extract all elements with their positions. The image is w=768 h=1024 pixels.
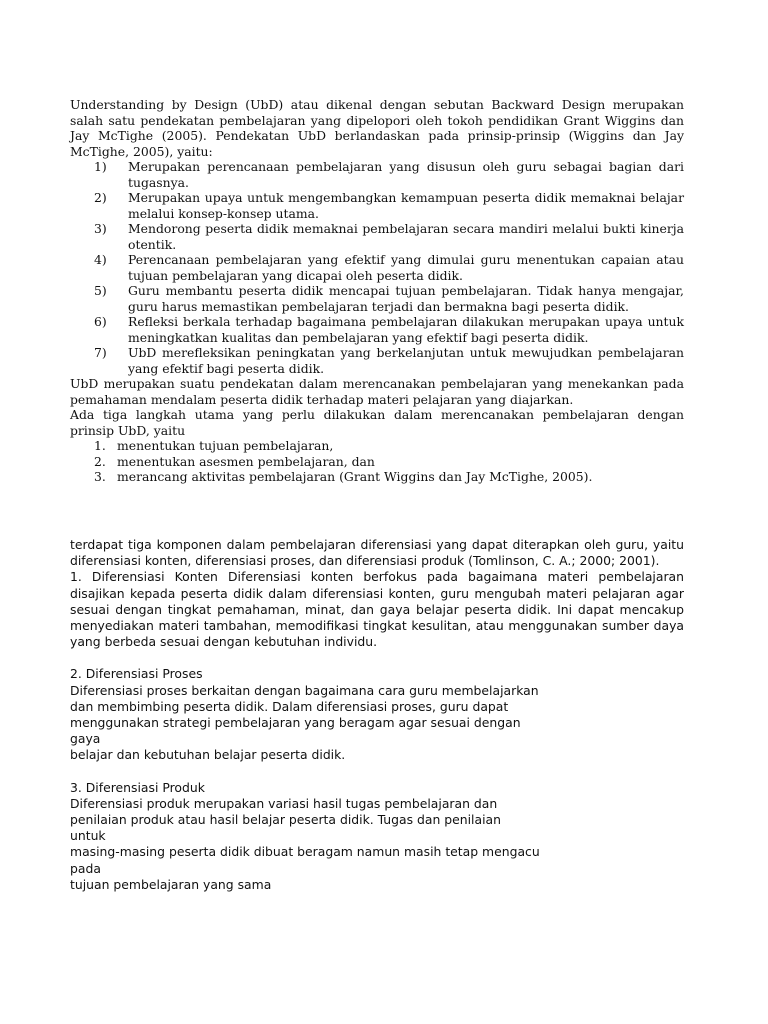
list-text: Merupakan perencanaan pembelajaran yang disusun oleh guru sebagai bagian dari tugasnya. (128, 159, 684, 190)
text-line: belajar dan kebutuhan belajar peserta didik. (70, 747, 346, 763)
list-text: menentukan asesmen pembelajaran, dan (117, 453, 375, 469)
list-number: 2) (94, 190, 107, 205)
diferensiasi-produk-title: 3. Diferensiasi Produk (70, 779, 205, 795)
diferensiasi-proses-title: 2. Diferensiasi Proses (70, 666, 203, 682)
list-item (70, 345, 684, 376)
list-item (70, 159, 684, 190)
list-text: UbD merefleksikan peningkatan yang berkelanjutan untuk mewujudkan pembelajaran yang efektif bagi peserta didik. (128, 345, 684, 376)
paragraph-gap (70, 650, 684, 666)
list-number: 1) (94, 159, 107, 174)
diferensiasi-section (70, 537, 684, 893)
ubd-section (70, 97, 684, 485)
text-line: menggunakan strategi pembelajaran yang beragam agar sesuai dengan gaya (70, 715, 521, 747)
list-item (70, 438, 684, 454)
list-item (70, 252, 684, 283)
text-line: masing-masing peserta didik dibuat beragam namun masih tetap mengacu pada (70, 844, 540, 876)
list-item (70, 469, 684, 485)
list-number: 4) (94, 252, 107, 267)
diferensiasi-produk-paragraph (70, 796, 540, 893)
diferensiasi-konten-paragraph: 1. Diferensiasi Konten Diferensiasi konten berfokus pada bagaimana materi pembelajaran disajikan kepada peserta didik dalam diferensiasi konten, guru mengubah materi pelajaran agar sesuai dengan tingkat pemahaman, minat, dan gaya belajar peserta didik. Ini dapat mencakup menyediakan materi tambahan, memodifikasi tingkat kesulitan, atau menggunakan sumber daya yang berbeda sesuai dengan kebutuhan individu. (70, 569, 684, 650)
list-text: Perencanaan pembelajaran yang efektif yang dimulai guru menentukan capaian atau tujuan pembelajaran yang dicapai oleh peserta didik. (128, 252, 684, 283)
list-text: Refleksi berkala terhadap bagaimana pembelajaran dilakukan merupakan upaya untuk meningkatkan kualitas dan pembelajaran yang efektif bagi peserta didik. (128, 314, 684, 345)
diferensiasi-proses-paragraph (70, 683, 540, 764)
list-number: 3) (94, 221, 107, 236)
list-item (70, 314, 684, 345)
list-text: menentukan tujuan pembelajaran, (117, 438, 334, 453)
text-line: Diferensiasi proses berkaitan dengan bagaimana cara guru membelajarkan (70, 682, 539, 698)
list-text: Merupakan upaya untuk mengembangkan kemampuan peserta didik memaknai belajar melalui konsep-konsep utama. (128, 190, 684, 221)
ubd-steps-list (70, 438, 684, 485)
list-item (70, 221, 684, 252)
ubd-intro-paragraph: Understanding by Design (UbD) atau dikenal dengan sebutan Backward Design merupakan salah satu pendekatan pembelajaran yang dipelopori oleh tokoh pendidikan Grant Wiggins dan Jay McTighe (2005). Pendekatan UbD berlandaskan pada prinsip-prinsip (Wiggins dan Jay McTighe, 2005), yaitu: (70, 97, 684, 159)
ubd-principles-list (70, 159, 684, 376)
paragraph-gap (70, 764, 684, 780)
text-line: tujuan pembelajaran yang sama (70, 876, 272, 892)
ubd-steps-intro: Ada tiga langkah utama yang perlu dilakukan dalam merencanakan pembelajaran dengan prinsip UbD, yaitu (70, 407, 684, 438)
ubd-summary-paragraph: UbD merupakan suatu pendekatan dalam merencanakan pembelajaran yang menekankan pada pemahaman mendalam peserta didik terhadap materi pelajaran yang diajarkan. (70, 376, 684, 407)
list-item (70, 283, 684, 314)
list-number: 5) (94, 283, 107, 298)
list-number: 7) (94, 345, 107, 360)
list-text: Guru membantu peserta didik mencapai tujuan pembelajaran. Tidak hanya mengajar, guru harus memastikan pembelajaran terjadi dan bermakna bagi peserta didik. (128, 283, 684, 314)
text-line: Diferensiasi produk merupakan variasi hasil tugas pembelajaran dan (70, 795, 498, 811)
list-item (70, 190, 684, 221)
list-number: 6) (94, 314, 107, 329)
diferensiasi-intro-paragraph: terdapat tiga komponen dalam pembelajaran diferensiasi yang dapat diterapkan oleh guru, yaitu diferensiasi konten, diferensiasi proses, dan diferensiasi produk (Tomlinson, C. A.; 2000; 2001). (70, 537, 684, 569)
list-number: 2. (94, 453, 106, 469)
list-number: 1. (94, 438, 106, 453)
list-item (70, 454, 684, 470)
list-text: Mendorong peserta didik memaknai pembelajaran secara mandiri melalui bukti kinerja otentik. (128, 221, 684, 252)
text-line: dan membimbing peserta didik. Dalam diferensiasi proses, guru dapat (70, 698, 509, 714)
list-number: 3. (94, 469, 106, 484)
list-text: merancang aktivitas pembelajaran (Grant Wiggins dan Jay McTighe, 2005). (117, 469, 593, 484)
text-line: penilaian produk atau hasil belajar peserta didik. Tugas dan penilaian untuk (70, 812, 501, 844)
